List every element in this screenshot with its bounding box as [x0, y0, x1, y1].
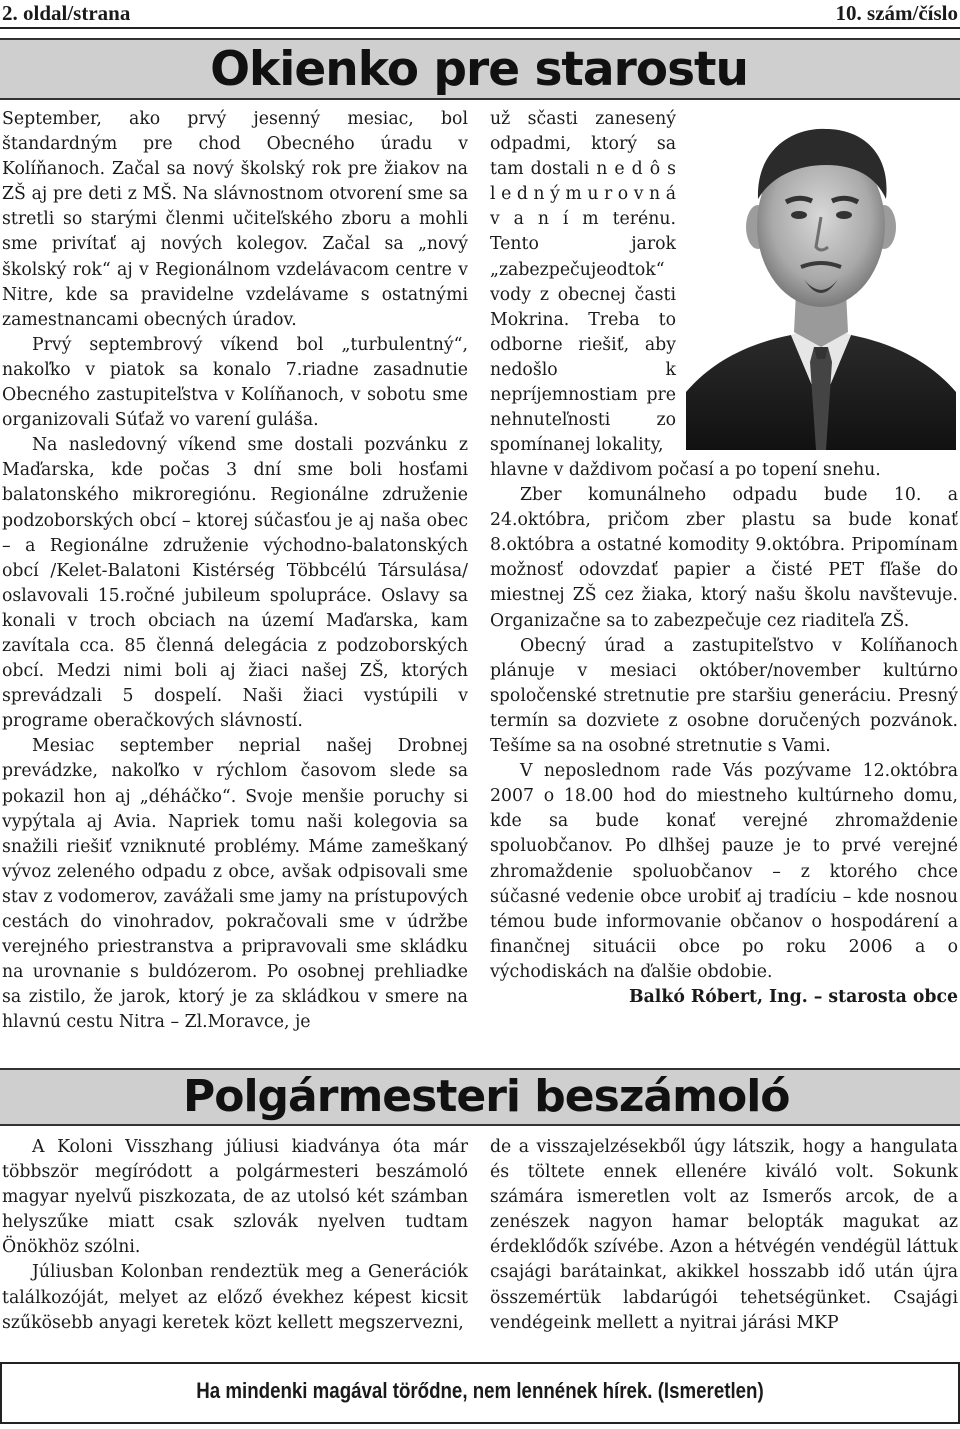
article2-column-left: [2, 1135, 468, 1336]
paragraph: už sčasti zanesený odpadmi, ktorý sa tam dostali n e d ô s l e d n ý m u r o v n á v a n í m terénu. Tento jarok „zabezpečujeodtok“ vody z obecnej časti Mokrina. Treba to odborne riešiť, aby nedošlo k nepríjemnostiam pre nehnuteľnosti zo spomínanej lokality,: [490, 109, 676, 456]
article-banner: [0, 38, 960, 100]
page-number: 2. oldal/strana: [2, 1, 131, 25]
issue-number: 10. szám/číslo: [835, 1, 958, 25]
article-column-right-narrow: [490, 107, 676, 458]
page-header: [0, 0, 960, 28]
paragraph: Obecný úrad a zastupiteľstvo v Kolíňanoch plánuje v mesiaci október/november kultúrno spoločenské stretnutie pre staršiu generáciu. Presný termín sa dozviete z osobne doručených pozvánok. Tešíme sa na osobné stretnutie s Vami.: [490, 635, 958, 757]
signature: Balkó Róbert, Ing. – starosta obce: [629, 986, 958, 1007]
paragraph: V neposlednom rade Vás pozývame 12.októbra 2007 o 18.00 hod do miestneho kultúrneho domu, kde sa bude konať verejné zhromaždenie spoluobčanov. Po dlhšej pauze je to prvé verejné zhromaždenie spoluobčanov – z ktorého chce súčasné vedenie obce urobiť aj tradíciu – kde nosnou témou bude informovanie občanov o hospodárení a finančnej situácii obce po roku 2006 a o východiskách na ďalšie obdobie.: [490, 761, 958, 982]
paragraph: Júliusban Kolonban rendeztük meg a Generációk találkozóját, melyet az előző évekhez képest kicsit szűkösebb anyagi keretek közt kellett megszervezni,: [2, 1262, 468, 1333]
paragraph: September, ako prvý jesenný mesiac, bol štandardným pre chod Obecného úradu v Kolíňanoch. Začal sa nový školský rok pre žiakov na ZŠ aj pre deti z MŠ. Na slávnostnom otvorení sme sa stretli so starými členmi učiteľského zboru a mohli sme privítať aj nových kolegov. Začal sa „nový školský rok“ aj v Regionálnom vzdelávacom centre v Nitre, kde sa pravidelne vzdelávame s ostatnými zamestnancami obecných úradov.: [2, 109, 468, 330]
paragraph: hlavne v daždivom počasí a po topení snehu.: [490, 460, 881, 480]
article-title: Okienko pre starostu: [210, 42, 748, 97]
paragraph: Zber komunálneho odpadu bude 10. a 24.októbra, pričom zber plastu sa bude konať 8.októbra a ostatné komodity 9.októbra. Pripomínam možnosť odovzdať papier a čisté PET fľaše do miestnej ZŠ cez žiaka, ktorý našu školu navštevuje. Organizačne sa to zabezpečuje cez riaditeľa ZŠ.: [490, 485, 958, 631]
footer-quote: Ha mindenki magával törődne, nem lennének hírek. (Ismeretlen): [196, 1378, 764, 1403]
paragraph: Na nasledovný víkend sme dostali pozvánku z Maďarska, kde počas 3 dní sme boli hosťami balatonského mikroregiónu. Regionálne združenie podzoborských obcí – ktorej súčasťou je aj naša obec – a Regionálne združenie východno-balatonských obcí /Kelet-Balatoni Kistérség Többcélú Társulása/ oslavovali 15.ročné jubileum spolupráce. Oslavy sa konali v troch obciach na území Maďarska, kam zavítala cca. 85 členná delegácia z podzoborských obcí. Medzi nimi boli aj žiaci našej ZŠ, ktorých sprevádzali 5 dospelí. Naši žiaci vystúpili v programe oberačkových slávností.: [2, 435, 468, 732]
paragraph: Prvý septembrový víkend bol „turbulentný“, nakoľko v piatok sa konalo 7.riadne zasadnutie Obecného zastupiteľstva v Kolíňanoch, v sobotu sme organizovali Súťaž vo varení guláša.: [2, 334, 468, 431]
portrait-photo-graphic: [686, 107, 956, 450]
portrait-photo: [686, 107, 956, 450]
paragraph: Mesiac september neprial našej Drobnej prevádzke, nakoľko v rýchlom časovom slede sa pokazil hon aj „déháčko“. Svoje menšie poruchy si vypýtala aj Avia. Napriek tomu naši kolegovia sa snažili riešiť vzniknuté problémy. Máme zameškaný vývoz zeleného odpadu z obce, avšak odpisovali sme stav z vodomerov, zavážali sme jamy na prístupových cestách do vinohradov, pokračovali sme v údržbe verejného priestranstva a pripravovali sme skládku na urovnanie s buldózerom. Po osobnej prehliadke sa zistilo, že jarok, ktorý je za skládkou v smere na hlavnú cestu Nitra – Zl.Moravce, je: [2, 736, 468, 1033]
article-title-2: Polgármesteri beszámoló: [183, 1071, 790, 1122]
article-column-right-full: [490, 458, 958, 1010]
article-banner-2: [0, 1068, 960, 1126]
article2-column-right: [490, 1135, 958, 1336]
paragraph: de a visszajelzésekből úgy látszik, hogy a hangulata és töltete ennek ellenére kiváló volt. Sokunk számára ismeretlen volt az Ismerős arcok, de a zenészek nagyon hamar belopták magukat az érdeklődők szívébe. Azon a hétvégén vendégül láttuk csajági barátainkat, akikkel hosszabb idő után újra összemértük labdarúgói tehetségünket. Csajági vendégeink mellett a nyitrai járási MKP: [490, 1137, 958, 1333]
header-rule: [0, 27, 960, 29]
article-column-left: [2, 107, 468, 1035]
paragraph: A Koloni Visszhang júliusi kiadványa óta már többször megíródott a polgármesteri beszámoló magyar nyelvű piszkozata, de az utolsó két számban helyszűke miatt csak szlovák nyelven tudtam Önökhöz szólni.: [2, 1137, 468, 1258]
footer-quote-box: [0, 1362, 960, 1424]
